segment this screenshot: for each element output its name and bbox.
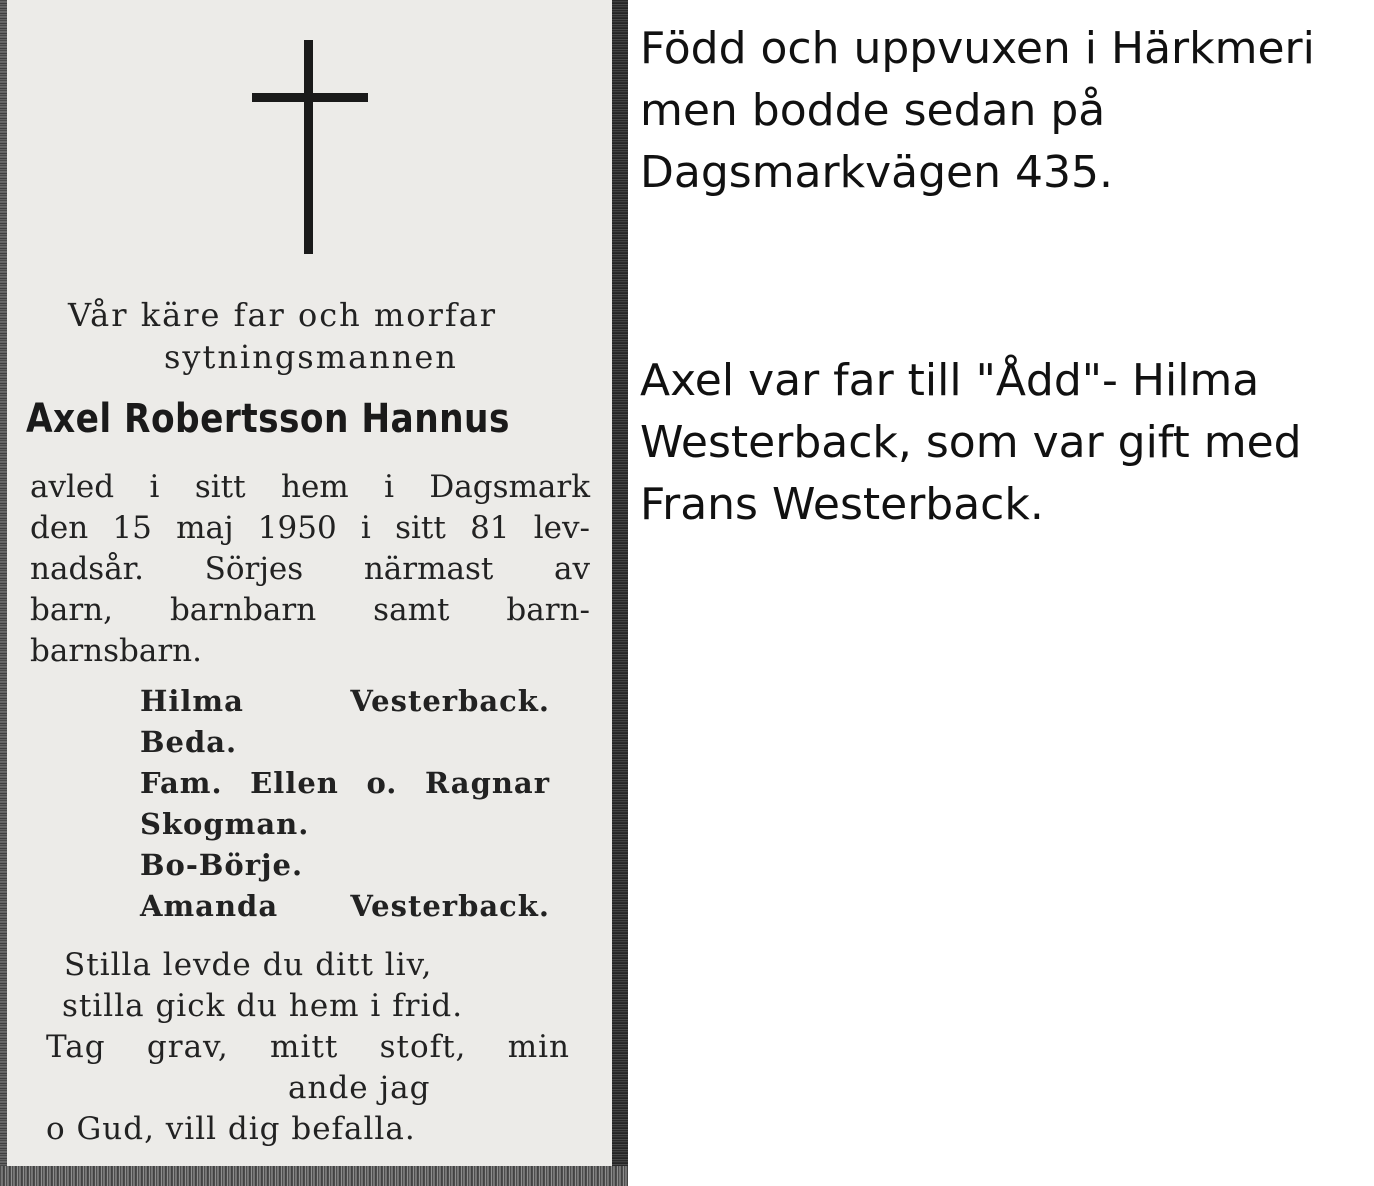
note-line: Frans Westerback. [640, 479, 1044, 530]
note-line: men bodde sedan på [640, 85, 1106, 136]
clipping-bottom-edge [0, 1166, 628, 1186]
survivor-name: Fam. Ellen o. Ragnar [140, 766, 550, 800]
note-line: Född och uppvuxen i Härkmeri [640, 23, 1315, 74]
body-line: den 15 maj 1950 i sitt 81 lev- [30, 510, 590, 546]
survivor-name: Beda. [140, 725, 238, 759]
deceased-name: Axel Robertsson Hannus [26, 396, 510, 442]
verse-line: Tag grav, mitt stoft, min [46, 1029, 570, 1065]
clipping-left-edge [0, 0, 7, 1186]
survivor-name: Bo-Börje. [140, 848, 304, 882]
verse-line: stilla gick du hem i frid. [62, 988, 464, 1024]
verse-line: Stilla levde du ditt liv, [64, 947, 433, 983]
note-line: Westerback, som var gift med [640, 417, 1302, 468]
survivor-name: Skogman. [140, 807, 310, 841]
note-line: Axel var far till "Ådd"- Hilma [640, 355, 1260, 406]
body-line: barn, barnbarn samt barn- [30, 592, 590, 628]
clipping-right-edge [612, 0, 628, 1186]
note-line: Dagsmarkvägen 435. [640, 147, 1113, 198]
verse-line: ande jag [288, 1070, 431, 1106]
obituary-clipping [0, 0, 628, 1186]
verse-line: o Gud, vill dig befalla. [46, 1111, 416, 1147]
body-line: barnsbarn. [30, 633, 202, 669]
intro-title: sytningsmannen [164, 338, 458, 376]
survivor-name: Hilma Vesterback. [140, 684, 550, 718]
note-paragraph-family [640, 350, 1374, 536]
body-line: avled i sitt hem i Dagsmark [30, 469, 590, 505]
cross-icon [250, 38, 380, 268]
survivor-name: Amanda Vesterback. [140, 889, 550, 923]
body-line: nadsår. Sörjes närmast av [30, 551, 590, 587]
intro-line: Vår käre far och morfar [68, 296, 498, 334]
note-paragraph-birthplace [640, 18, 1374, 204]
